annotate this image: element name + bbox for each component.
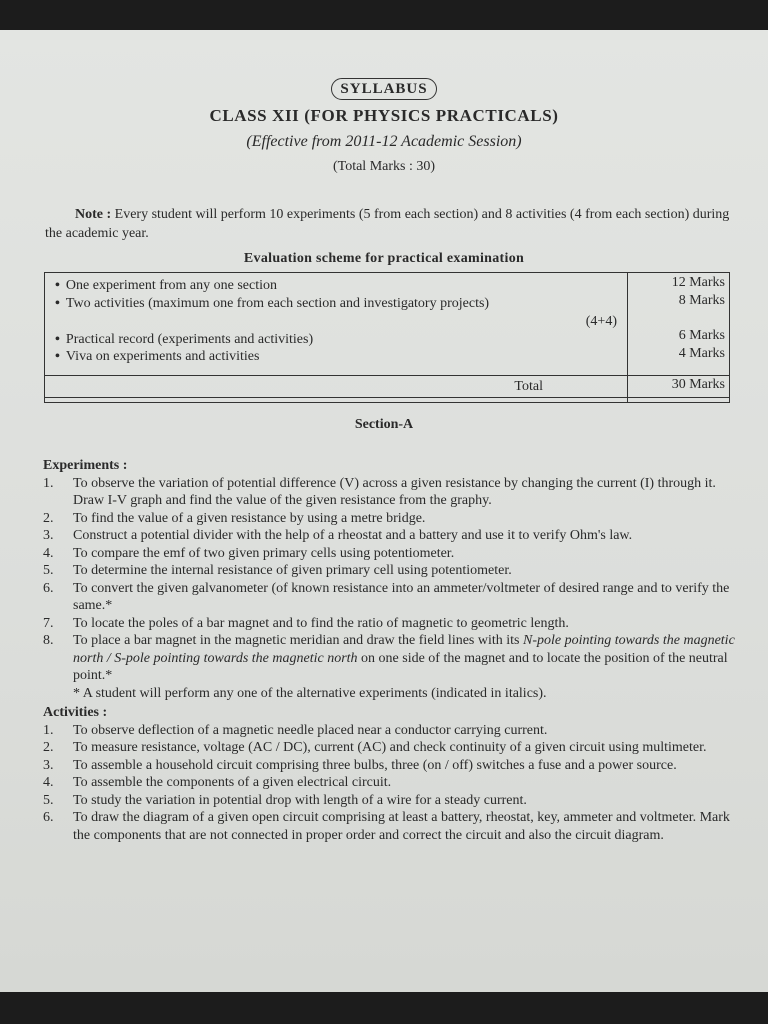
syllabus-badge-wrap [0, 78, 768, 100]
list-item [43, 475, 743, 510]
list-item [43, 632, 743, 685]
list-item [43, 809, 743, 844]
eval-row-marks: 4 Marks [678, 346, 725, 361]
item-number: 2. [43, 740, 54, 755]
item-text: To determine the internal resistance of given primary cell using potentiometer. [73, 563, 512, 578]
table-bottom-rule [45, 397, 729, 398]
note-paragraph [45, 205, 735, 243]
document-page [0, 30, 768, 992]
note-text: Every student will perform 10 experiments (5 from each section) and 8 activities (4 from each section) during the academic year. [45, 207, 730, 241]
item-text: Construct a potential divider with the help of a rheostat and a battery and use it to verify Ohm's law. [73, 528, 633, 543]
total-marks: (Total Marks : 30) [332, 159, 436, 174]
item-number: 4. [43, 775, 54, 790]
list-item [43, 580, 743, 615]
item-text-italic: N-pole pointing towards the magnetic north / S-pole pointing towards the magnetic north [73, 633, 735, 666]
table-total-rule [45, 375, 729, 376]
syllabus-badge: SYLLABUS [331, 78, 436, 100]
evaluation-heading: Evaluation scheme for practical examination [243, 251, 525, 266]
experiments-footnote: * A student will perform any one of the alternative experiments (indicated in italics). [73, 685, 547, 701]
section-heading: Section-A [354, 417, 414, 432]
list-item [43, 792, 743, 810]
item-text: To draw the diagram of a given open circuit comprising at least a battery, rheostat, key, ammeter and voltmeter. Mark the components that are not connected in proper order and correct the circuit and also the circuit diagram. [73, 810, 730, 843]
activities-heading: Activities : [43, 705, 108, 720]
activities-block [43, 704, 743, 844]
item-text: To convert the given galvanometer (of known resistance into an ammeter/voltmeter of desired range and to verify the same.* [73, 580, 730, 613]
experiments-block [43, 457, 743, 702]
list-item [43, 615, 743, 633]
experiments-heading: Experiments : [43, 458, 128, 473]
item-text: on one side of the magnet and to locate the position of the neutral point.* [73, 650, 728, 683]
evaluation-table [44, 272, 730, 403]
eval-row-marks: 12 Marks [671, 275, 725, 290]
item-number: 8. [43, 633, 54, 648]
eval-row-item: • One experiment from any one section [55, 278, 625, 294]
item-text: To observe the variation of potential difference (V) across a given resistance by changing the current (I) through it. Draw I-V graph and find the value of the given resistance from the graphy. [73, 475, 716, 508]
item-text: To study the variation in potential drop with length of a wire for a steady current. [73, 792, 527, 808]
list-item [43, 562, 743, 580]
list-item [43, 545, 743, 563]
item-number: 3. [43, 528, 54, 543]
eval-row-item: • Practical record (experiments and activities) [55, 332, 625, 348]
list-item [43, 722, 743, 740]
item-number: 5. [43, 792, 54, 808]
list-item [43, 757, 743, 775]
list-item [43, 774, 743, 792]
note-label: Note : [75, 207, 112, 222]
eval-row-marks: 8 Marks [678, 293, 725, 308]
eval-row-item: • Viva on experiments and activities [55, 349, 625, 365]
eval-total-marks: 30 Marks [671, 377, 725, 392]
page-subtitle: (Effective from 2011-12 Academic Session) [246, 133, 522, 150]
item-number: 3. [43, 757, 54, 773]
eval-row-item: • Two activities (maximum one from each section and investigatory projects) [55, 296, 625, 312]
item-text: To assemble a household circuit comprising three bulbs, three (on / off) switches a fuse and a power source. [73, 757, 677, 773]
item-text: To place a bar magnet in the magnetic meridian and draw the field lines with its [73, 633, 523, 648]
item-number: 6. [43, 810, 54, 825]
page-title: CLASS XII (FOR PHYSICS PRACTICALS) [209, 106, 559, 125]
item-text: To measure resistance, voltage (AC / DC), current (AC) and check continuity of a given circuit using multimeter. [73, 740, 707, 755]
list-item [43, 510, 743, 528]
eval-row-sub: (4+4) [585, 314, 617, 329]
item-number: 2. [43, 510, 54, 526]
table-divider [627, 273, 628, 402]
item-text: To compare the emf of two given primary cells using potentiometer. [73, 545, 455, 561]
item-number: 4. [43, 545, 54, 561]
eval-row-marks: 6 Marks [678, 328, 725, 343]
item-number: 1. [43, 475, 54, 491]
item-text: To find the value of a given resistance by using a metre bridge. [73, 510, 426, 526]
item-text: To assemble the components of a given electrical circuit. [73, 775, 392, 790]
item-text: To locate the poles of a bar magnet and to find the ratio of magnetic to geometric length. [73, 615, 569, 631]
eval-total-label: Total [514, 379, 543, 394]
item-text: To observe deflection of a magnetic needle placed near a conductor carrying current. [73, 722, 548, 738]
list-item [43, 739, 743, 757]
item-number: 7. [43, 615, 54, 631]
item-number: 6. [43, 580, 54, 596]
list-item [43, 527, 743, 545]
item-number: 5. [43, 563, 54, 578]
item-number: 1. [43, 722, 54, 738]
